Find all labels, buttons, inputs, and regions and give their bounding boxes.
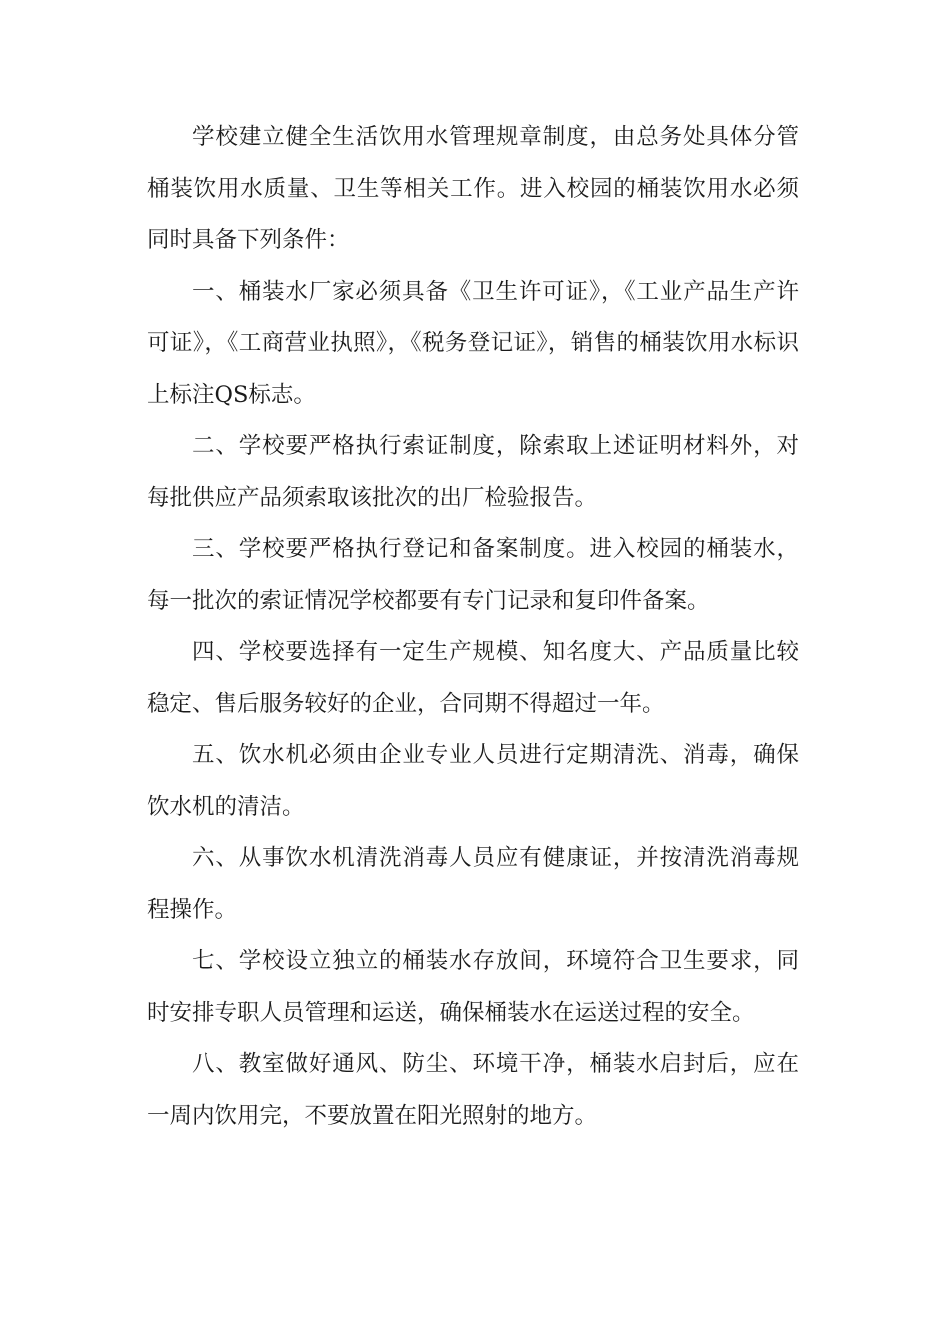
document-body bbox=[147, 112, 799, 1142]
rule-paragraph-7: 七、学校设立独立的桶装水存放间，环境符合卫生要求，同时安排专职人员管理和运送，确保桶装水在运送过程的安全。 bbox=[147, 948, 799, 1026]
rule-paragraph-5: 五、饮水机必须由企业专业人员进行定期清洗、消毒，确保饮水机的清洁。 bbox=[147, 742, 799, 820]
rule-paragraph-8: 八、教室做好通风、防尘、环境干净，桶装水启封后，应在一周内饮用完，不要放置在阳光照射的地方。 bbox=[147, 1051, 799, 1129]
rule-paragraph-3: 三、学校要严格执行登记和备案制度。进入校园的桶装水，每一批次的索证情况学校都要有专门记录和复印件备案。 bbox=[147, 536, 799, 614]
rule-paragraph-1: 一、桶装水厂家必须具备《卫生许可证》，《工业产品生产许可证》，《工商营业执照》，《税务登记证》，销售的桶装饮用水标识上标注QS标志。 bbox=[147, 278, 799, 408]
rule-paragraph-6: 六、从事饮水机清洗消毒人员应有健康证，并按清洗消毒规程操作。 bbox=[147, 845, 799, 923]
intro-paragraph: 学校建立健全生活饮用水管理规章制度，由总务处具体分管桶装饮用水质量、卫生等相关工作。进入校园的桶装饮用水必须同时具备下列条件： bbox=[147, 124, 799, 253]
rule-paragraph-2: 二、学校要严格执行索证制度，除索取上述证明材料外，对每批供应产品须索取该批次的出厂检验报告。 bbox=[147, 433, 799, 511]
rule-paragraph-4: 四、学校要选择有一定生产规模、知名度大、产品质量比较稳定、售后服务较好的企业，合同期不得超过一年。 bbox=[147, 639, 799, 717]
